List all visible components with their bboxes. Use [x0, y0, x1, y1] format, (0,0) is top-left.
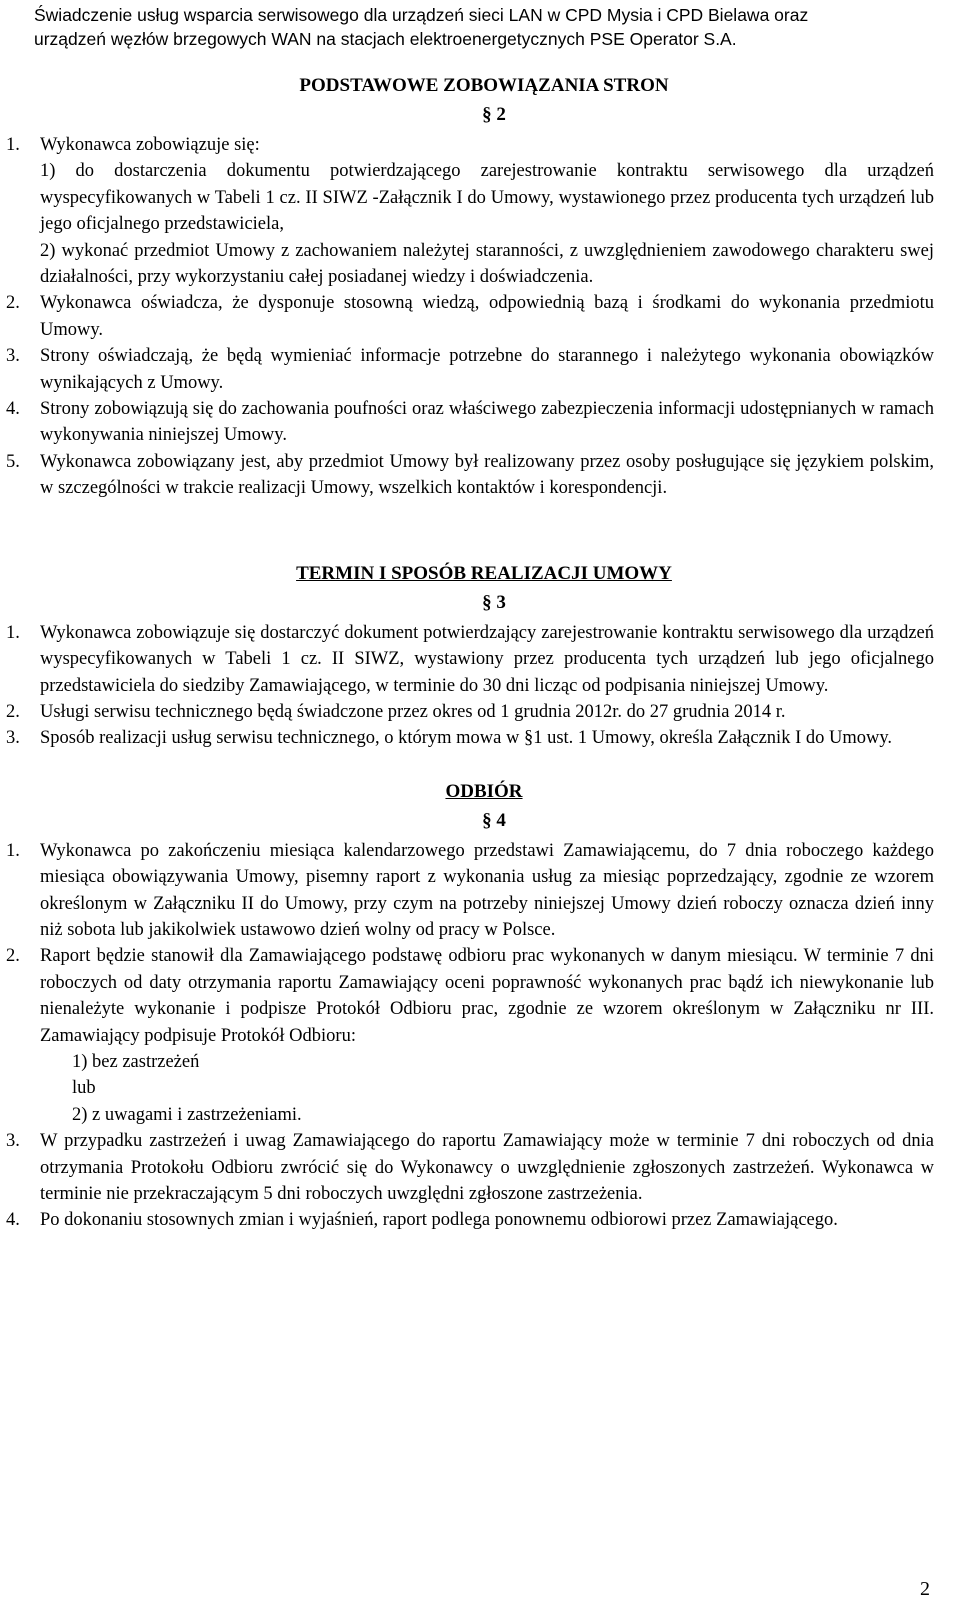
header-line-2: urządzeń węzłów brzegowych WAN na stacjach elektroenergetycznych PSE Operator S.A.: [34, 29, 737, 49]
item-number: 2.: [6, 293, 20, 314]
list-item: [0, 396, 960, 449]
list-item: [0, 620, 960, 699]
item-text: Sposób realizacji usług serwisu technicznego, o którym mowa w §1 ust. 1 Umowy, określa Załącznik I do Umowy.: [40, 728, 893, 749]
item-number: 3.: [6, 728, 20, 749]
section-title: TERMIN I SPOSÓB REALIZACJI UMOWY: [296, 562, 672, 584]
section-title: ODBIÓR: [445, 780, 523, 802]
item-text: Usługi serwisu technicznego będą świadczone przez okres od 1 grudnia 2012r. do 27 grudnia 2014 r.: [40, 701, 786, 722]
document-body: [0, 72, 960, 1234]
paragraph-number: § 3: [482, 591, 506, 613]
item-number: 2.: [6, 946, 20, 967]
list-item: [0, 290, 960, 343]
item-text: Po dokonaniu stosownych zmian i wyjaśnień, raport podlega ponownemu odbiorowi przez Zamawiającego.: [40, 1210, 838, 1231]
item-number: 1.: [6, 135, 20, 155]
page-number: 2: [920, 1578, 930, 1600]
list-item: [0, 699, 960, 725]
item-number: 3.: [6, 1131, 20, 1152]
section-acceptance: [0, 778, 960, 1234]
sub-item: 1) bez zastrzeżeń: [72, 1051, 200, 1072]
item-text: Wykonawca zobowiązuje się:: [40, 135, 260, 155]
item-text: Strony zobowiązują się do zachowania poufności oraz właściwego zabezpieczenia informacji udostępnianych w ramach wykonywania niniejszej Umowy.: [40, 399, 934, 446]
section-terms: [0, 560, 960, 752]
sub-item: 2) wykonać przedmiot Umowy z zachowaniem należytej staranności, z uwzględnieniem zawodowego charakteru swej działalności, przy wykorzystaniu całej posiadanej wiedzy i doświadczenia.: [40, 240, 934, 288]
sub-item: 1) do dostarczenia dokumentu potwierdzającego zarejestrowanie kontraktu serwisowego dla urządzeń wyspecyfikowanych w Tabeli 1 cz. II SIWZ -Załącznik I do Umowy, wystawionego przez producenta tych urządzeń lub jego oficjalnego przedstawiciela,: [40, 161, 934, 235]
item-text: Wykonawca po zakończeniu miesiąca kalendarzowego przedstawi Zamawiającemu, do 7 dnia roboczego każdego miesiąca obowiązywania Umowy, pisemny raport z wykonania usług za miesiąc poprzedzający, zgodnie ze wzorem określonym w Załączniku II do Umowy, przy czym na potrzeby niniejszej Umowy dzień roboczy oznacza dzień inny niż sobota lub jakikolwiek ustawowo dzień wolny od pracy w Polsce.: [40, 840, 934, 940]
list-item: [0, 725, 960, 751]
item-text: Wykonawca zobowiązany jest, aby przedmiot Umowy był realizowany przez osoby posługujące się językiem polskim, w szczególności w trakcie realizacji Umowy, wszelkich kontaktów i korespondencji.: [40, 451, 934, 499]
header-line-1: Świadczenie usług wsparcia serwisowego dla urządzeń sieci LAN w CPD Mysia i CPD Bielawa oraz: [34, 5, 809, 25]
list-item: [0, 132, 960, 290]
item-text: W przypadku zastrzeżeń i uwag Zamawiającego do raportu Zamawiający może w terminie 7 dni roboczych od dnia otrzymania Protokołu Odbioru zwrócić się do Wykonawcy o uwzględnienie zgłoszonych zastrzeżeń. Wykonawca w terminie nie przekraczającym 5 dni roboczych uwzględni zgłoszone zastrzeżenia.: [40, 1131, 934, 1204]
item-text: Raport będzie stanowił dla Zamawiającego podstawę odbioru prac wykonanych w danym miesiącu. W terminie 7 dni roboczych od daty otrzymania raportu Zamawiający oceni poprawność wykonanych prac bądź ich niewykonanie lub nienależyte wykonanie i podpisze Protokół Odbioru prac, zgodnie ze wzorem określonym w Załączniku nr III. Zamawiający podpisuje Protokół Odbioru:: [40, 946, 934, 1046]
item-text: Wykonawca oświadcza, że dysponuje stosowną wiedzą, odpowiednią bazą i środkami do wykonania przedmiotu Umowy.: [40, 293, 934, 340]
item-number: 4.: [6, 1210, 20, 1231]
list-item: [0, 1128, 960, 1207]
item-number: 5.: [6, 451, 20, 472]
list-item: [0, 343, 960, 396]
section-obligations: [0, 72, 960, 502]
list-item: [0, 838, 960, 944]
item-number: 4.: [6, 399, 20, 420]
item-text: Strony oświadczają, że będą wymieniać informacje potrzebne do starannego i należytego wykonania obowiązków wynikających z Umowy.: [40, 346, 934, 393]
item-number: 2.: [6, 701, 20, 722]
paragraph-number: § 4: [482, 809, 506, 831]
sub-item: 2) z uwagami i zastrzeżeniami.: [72, 1104, 302, 1125]
item-text: Wykonawca zobowiązuje się dostarczyć dokument potwierdzający zarejestrowanie kontraktu serwisowego dla urządzeń wyspecyfikowanych w Tabeli 1 cz. II SIWZ, wystawiony przez producenta tych urządzeń lub jego oficjalnego przedstawiciela do siedziby Zamawiającego, w terminie do 30 dni licząc od podpisania niniejszej Umowy.: [40, 622, 934, 696]
item-number: 1.: [6, 840, 20, 861]
document-header: [34, 3, 934, 51]
list-item: [0, 1207, 960, 1233]
section-title: PODSTAWOWE ZOBOWIĄZANIA STRON: [299, 75, 669, 96]
item-number: 1.: [6, 622, 20, 643]
list-item: [0, 449, 960, 502]
paragraph-number: § 2: [482, 104, 506, 125]
item-number: 3.: [6, 346, 20, 367]
sub-item: lub: [72, 1078, 96, 1099]
list-item: [0, 943, 960, 1128]
